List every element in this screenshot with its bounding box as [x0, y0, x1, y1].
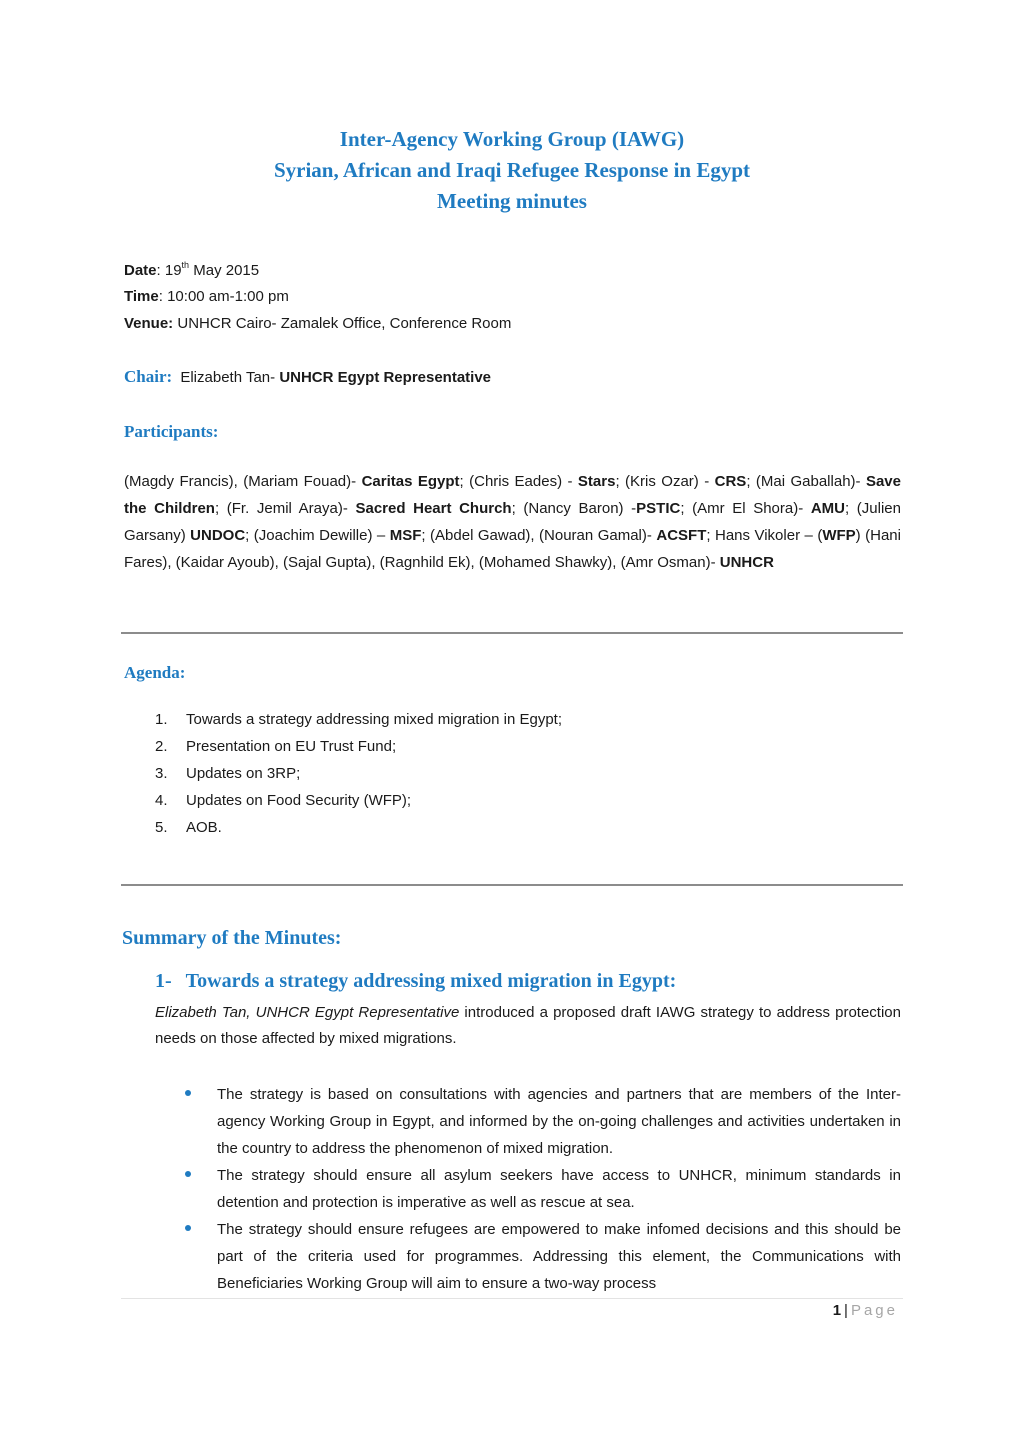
- agenda-item-number: 4.: [155, 792, 168, 809]
- bullet-item: [185, 1216, 901, 1297]
- bullet-icon: [185, 1225, 191, 1231]
- agenda-item-number: 5.: [155, 819, 168, 836]
- venue-value: UNHCR Cairo- Zamalek Office, Conference Room: [177, 315, 512, 332]
- participant-organization: Sacred Heart Church: [355, 500, 512, 517]
- agenda-heading: Agenda:: [124, 663, 186, 682]
- participant-names: ; (Chris Eades) -: [459, 473, 578, 490]
- time-label: Time: [124, 288, 159, 305]
- agenda-item-text: Updates on Food Security (WFP);: [186, 792, 412, 809]
- intro-text: introduced a proposed draft IAWG strategy to address protection needs on those affected by mixed migrations.: [155, 1004, 901, 1047]
- page-number: [833, 1302, 898, 1319]
- agenda-list: [155, 706, 562, 841]
- meta-time: Time: 10:00 am-1:00 pm: [124, 288, 289, 305]
- footer-divider: [121, 1298, 903, 1299]
- bullet-icon: [185, 1090, 191, 1096]
- participants-heading: Participants:: [124, 422, 219, 441]
- bullet-item: [185, 1162, 901, 1216]
- agenda-item-text: AOB.: [186, 819, 222, 836]
- agenda-item-text: Updates on 3RP;: [186, 765, 301, 782]
- participants-list: [124, 468, 901, 576]
- meta-venue: [124, 311, 511, 337]
- chair-line: [124, 367, 491, 387]
- participant-names: ; Hans Vikoler – (: [706, 527, 823, 544]
- participant-organization: Save the Children: [124, 473, 901, 517]
- participant-organization: CRS: [714, 473, 747, 490]
- participant-organization: WFP: [822, 527, 856, 544]
- agenda-item-number: 3.: [155, 765, 168, 782]
- participant-names: ; (Joachim Dewille) –: [245, 527, 390, 544]
- participant-names: (Magdy Francis), (Mariam Fouad)-: [124, 473, 362, 490]
- participant-names: ; (Amr El Shora)-: [680, 500, 811, 517]
- agenda-item-number: 2.: [155, 738, 168, 755]
- summary-heading: Summary of the Minutes:: [122, 927, 342, 949]
- agenda-item-number: 1.: [155, 711, 168, 728]
- participant-organization: UNDOC: [190, 527, 246, 544]
- page-separator: |: [844, 1302, 848, 1319]
- chair-name: Elizabeth Tan-: [180, 369, 276, 386]
- agenda-item: [155, 706, 562, 733]
- agenda-item-text: Towards a strategy addressing mixed migration in Egypt;: [186, 711, 563, 728]
- section-1-number: 1-: [155, 970, 172, 992]
- intro-presenter: Elizabeth Tan, UNHCR Egypt Representative: [155, 1004, 460, 1021]
- participant-organization: Caritas Egypt: [361, 473, 460, 490]
- participant-names: ) (Hani Fares), (Kaidar Ayoub), (Sajal Gupta), (Ragnhild Ek), (Mohamed Shawky), (Amr Osman)-: [124, 527, 901, 571]
- venue-label: Venue:: [124, 315, 174, 332]
- participant-organization: Stars: [577, 473, 616, 490]
- section-1-intro: [155, 1000, 901, 1052]
- page-label: Page: [850, 1302, 898, 1319]
- participant-organization: AMU: [810, 500, 846, 517]
- participant-organization: ACSFT: [656, 527, 707, 544]
- participant-names: ; (Julien Garsany): [124, 500, 901, 544]
- participant-organization: MSF: [389, 527, 422, 544]
- meta-date: Date: 19th May 2015: [124, 260, 260, 279]
- chair-role: UNHCR Egypt Representative: [279, 369, 492, 386]
- participant-organization: PSTIC: [636, 500, 681, 517]
- document-title: [0, 124, 1024, 217]
- bullet-item: [185, 1081, 901, 1162]
- chair-label: Chair:: [124, 367, 173, 386]
- time-value: 10:00 am-1:00 pm: [167, 288, 289, 305]
- divider: [121, 884, 903, 886]
- bullet-text: The strategy is based on consultations with agencies and partners that are members of the Inter-agency Working Group in Egypt, and informed by the on-going challenges and activities undertaken in the country to address the phenomenon of mixed migration.: [217, 1086, 901, 1157]
- participant-names: ; (Nancy Baron) -: [511, 500, 637, 517]
- bullet-icon: [185, 1171, 191, 1177]
- agenda-item: [155, 787, 562, 814]
- title-line-2: Syrian, African and Iraqi Refugee Response in Egypt: [273, 158, 751, 182]
- date-suffix: th: [181, 260, 190, 270]
- section-1-heading: [155, 970, 676, 993]
- divider: [121, 632, 903, 634]
- bullet-text: The strategy should ensure refugees are empowered to make infomed decisions and this should be part of the criteria used for programmes. Addressing this element, the Communications with Beneficiaries Working Group will aim to ensure a two-way process: [217, 1221, 901, 1292]
- participant-names: ; (Mai Gaballah)-: [746, 473, 866, 490]
- participant-names: ; (Kris Ozar) -: [615, 473, 715, 490]
- agenda-item: [155, 733, 562, 760]
- agenda-item: [155, 814, 562, 841]
- date-label: Date: [124, 262, 157, 279]
- section-1-title: Towards a strategy addressing mixed migration in Egypt:: [185, 970, 677, 992]
- participant-organization: UNHCR: [719, 554, 774, 571]
- section-1-bullets: [185, 1081, 901, 1297]
- participant-names: ; (Abdel Gawad), (Nouran Gamal)-: [421, 527, 657, 544]
- bullet-text: The strategy should ensure all asylum seekers have access to UNHCR, minimum standards in detention and protection is imperative as well as rescue at sea.: [217, 1167, 901, 1211]
- title-line-1: Inter-Agency Working Group (IAWG): [339, 127, 685, 151]
- date-rest: May 2015: [193, 262, 260, 279]
- agenda-item-text: Presentation on EU Trust Fund;: [186, 738, 397, 755]
- page-number-value: 1: [832, 1302, 842, 1319]
- date-day: 19: [164, 262, 182, 279]
- agenda-item: [155, 760, 562, 787]
- participant-names: ; (Fr. Jemil Araya)-: [214, 500, 356, 517]
- title-line-3: Meeting minutes: [437, 189, 587, 213]
